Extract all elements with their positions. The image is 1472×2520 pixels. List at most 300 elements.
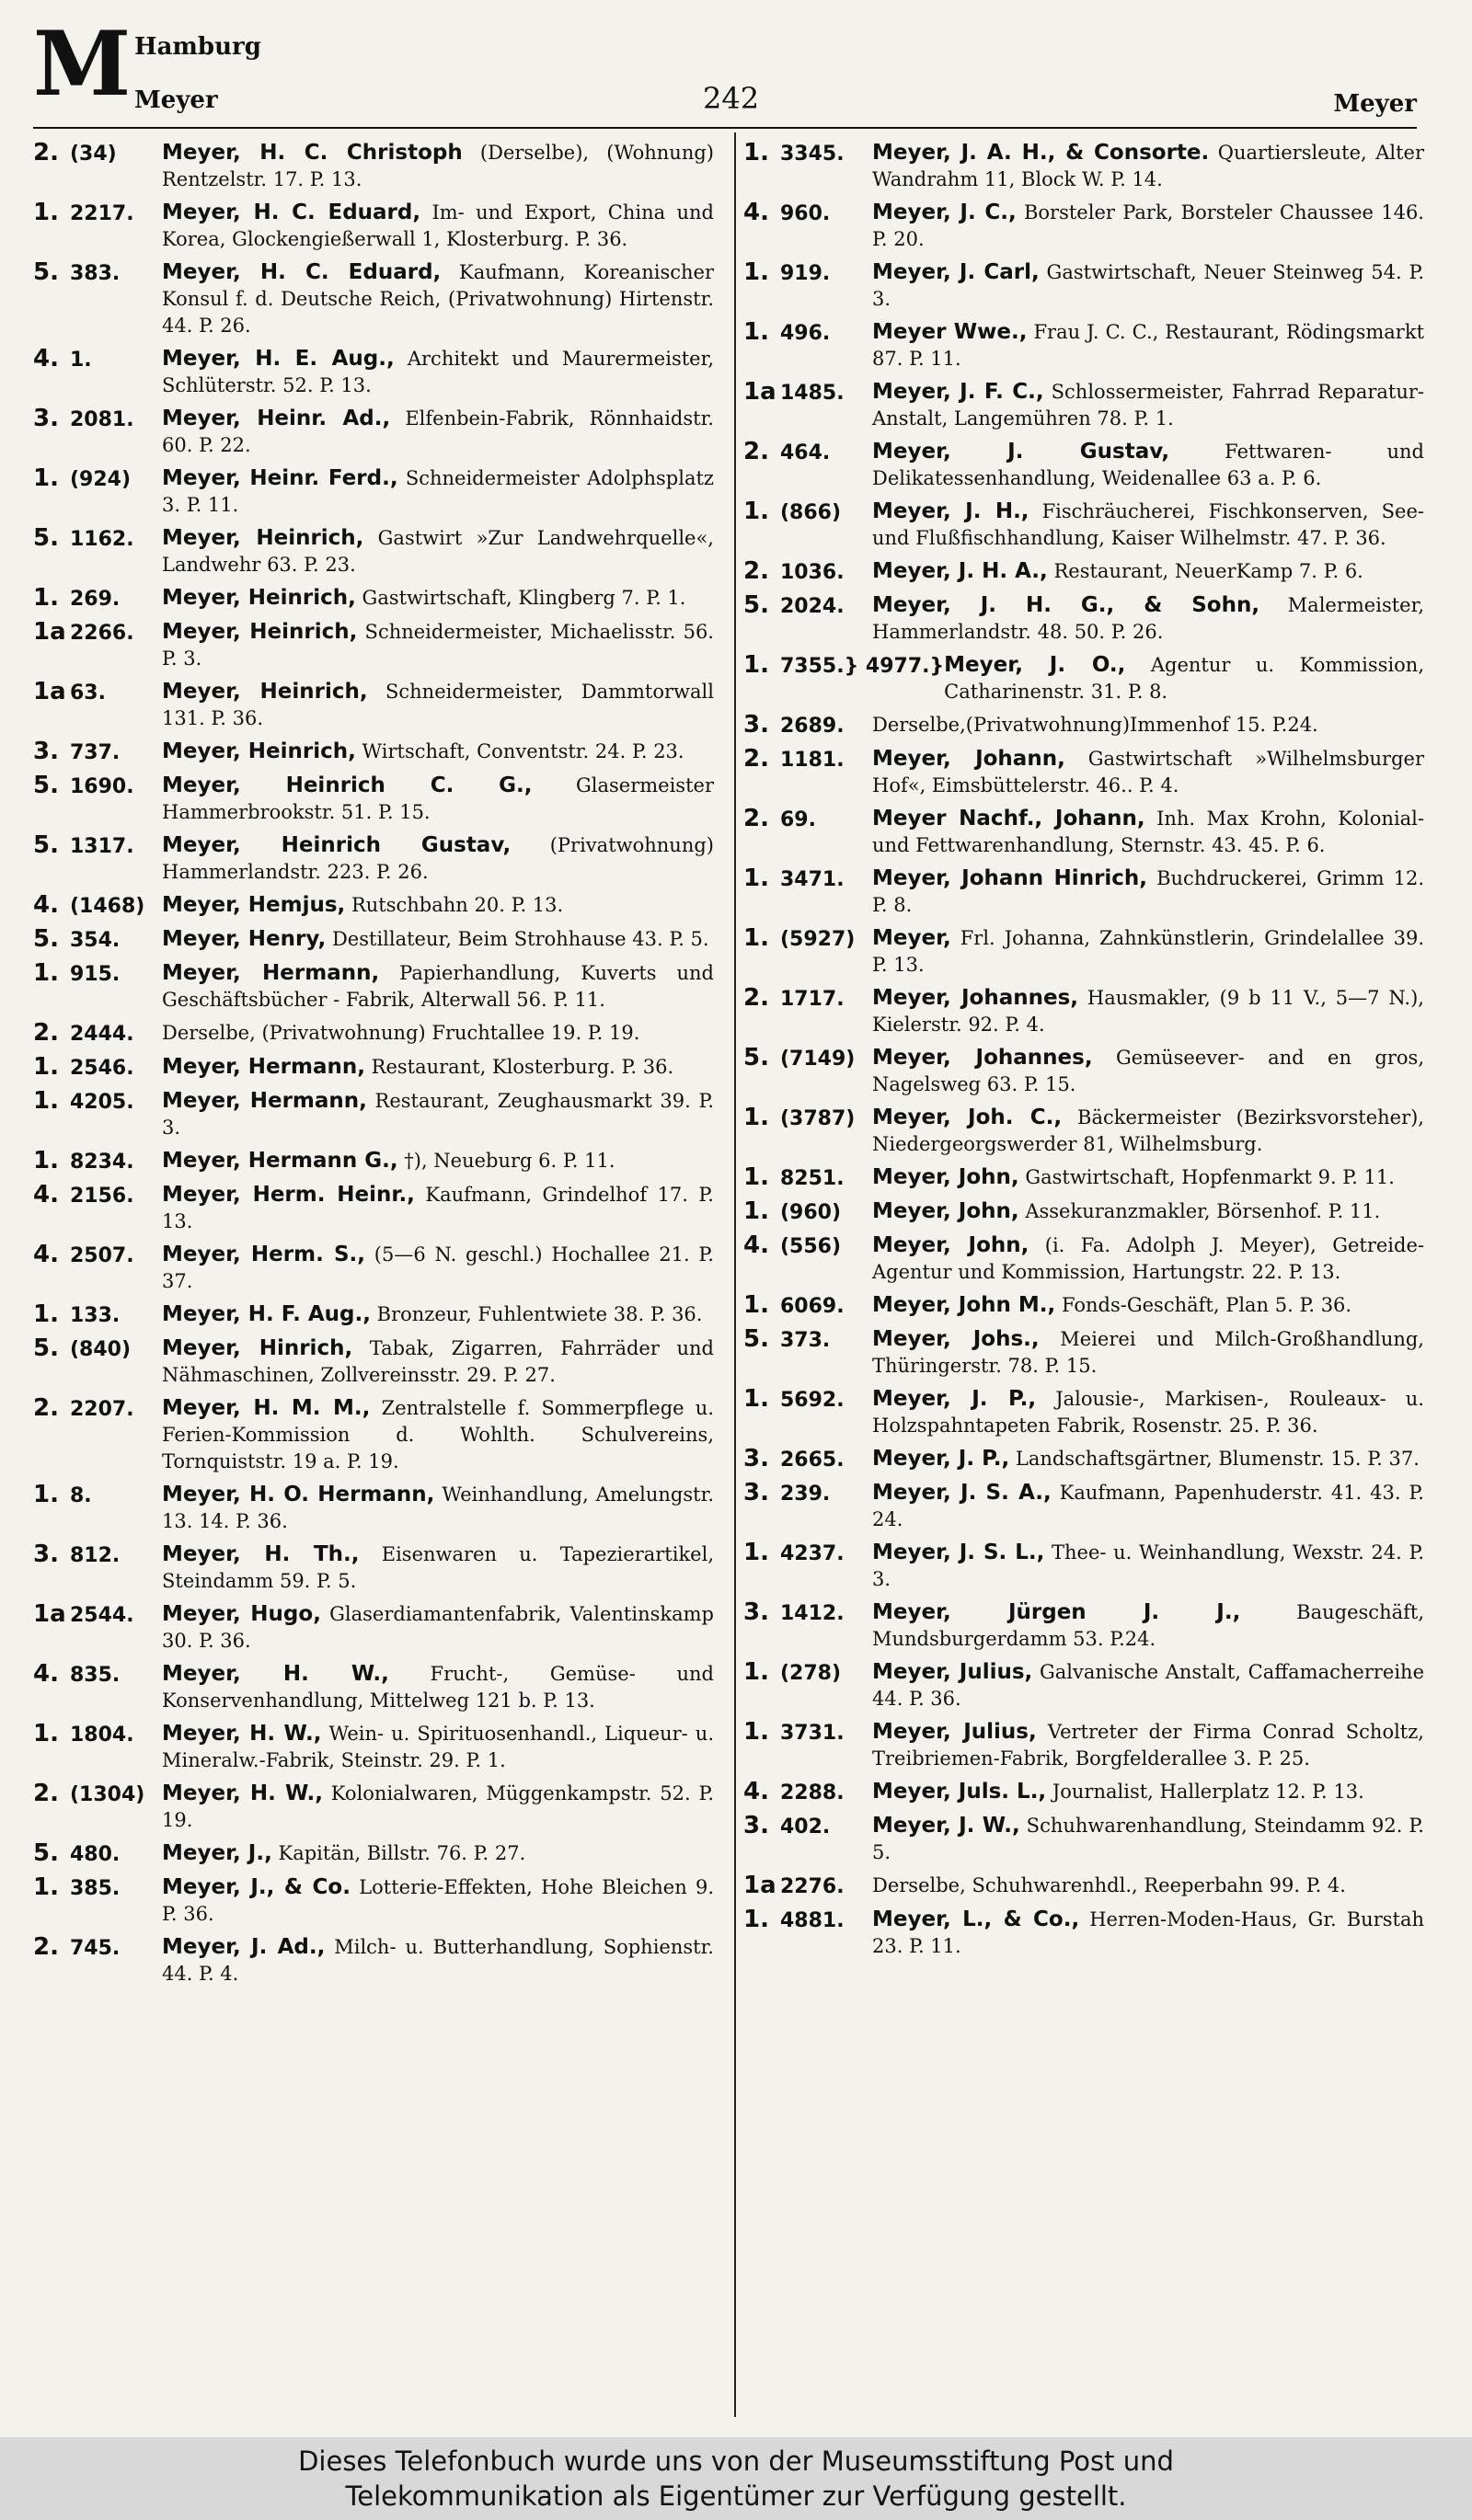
line-number: 2081.: [70, 408, 134, 431]
line-number: 496.: [780, 322, 831, 345]
directory-entry: [743, 1292, 1424, 1320]
line-number: 3471.: [780, 868, 845, 891]
directory-entry: [33, 1242, 714, 1295]
entry-text: [162, 1148, 714, 1174]
exchange-zone: 1.: [743, 1658, 769, 1686]
left-column: [33, 140, 714, 1994]
exchange-zone: 3.: [33, 1541, 59, 1568]
line-number: (34): [70, 143, 117, 166]
line-number: 4881.: [780, 1909, 845, 1932]
exchange-zone: 1.: [743, 1385, 769, 1413]
line-number: 239.: [780, 1483, 831, 1506]
line-number: 464.: [780, 441, 831, 464]
entry-text: [872, 1813, 1424, 1866]
phone-number: [33, 525, 162, 553]
exchange-zone: 5.: [743, 1325, 769, 1353]
line-number: (866): [780, 501, 842, 524]
subscriber-name: Meyer, J. O.,: [944, 653, 1126, 677]
directory-entry: [33, 585, 714, 613]
exchange-zone: 5.: [743, 591, 769, 619]
subscriber-name: Meyer, Heinr. Ad.,: [162, 407, 391, 430]
phone-number: [33, 832, 162, 860]
subscriber-name: Meyer, Jürgen J. J.,: [872, 1600, 1241, 1624]
subscriber-name: Meyer, Hemjus,: [162, 893, 346, 917]
subscriber-name: Meyer, J. S. L.,: [872, 1541, 1045, 1564]
subscriber-name: Meyer, Heinrich,: [162, 620, 358, 644]
directory-entry: [33, 1335, 714, 1389]
directory-entry: [743, 592, 1424, 646]
subscriber-details: Destillateur, Beim Strohhause 43. P. 5.: [326, 928, 709, 950]
exchange-zone: 5.: [33, 524, 59, 552]
phone-number: [33, 585, 162, 613]
exchange-zone: 2.: [33, 1780, 59, 1807]
directory-entry: [743, 712, 1424, 739]
line-number: 2546.: [70, 1057, 134, 1080]
entry-text: [872, 1599, 1424, 1653]
entry-text: [162, 1482, 714, 1535]
entry-text: [872, 1907, 1424, 1960]
phone-number: [33, 892, 162, 920]
subscriber-name: Meyer, J. W.,: [872, 1814, 1020, 1838]
entry-text: [872, 746, 1424, 799]
phone-number: [33, 773, 162, 800]
subscriber-details: Kaufmann, Grindelhof 17. P. 13.: [162, 1184, 714, 1232]
entry-text: [162, 926, 714, 953]
subscriber-name: Meyer, Hermann,: [162, 1089, 367, 1113]
exchange-zone: 1.: [743, 1197, 769, 1225]
subscriber-details: Kapitän, Billstr. 76. P. 27.: [271, 1842, 526, 1864]
entry-text: [872, 865, 1424, 919]
line-number: 1690.: [70, 775, 134, 798]
phone-number: [743, 439, 872, 466]
entry-text: [162, 465, 714, 519]
directory-entry: [33, 1395, 714, 1475]
subscriber-details: Restaurant, Klosterburg. P. 36.: [364, 1056, 674, 1078]
entry-text: [872, 1659, 1424, 1712]
directory-entry: [743, 1232, 1424, 1286]
subscriber-name: Meyer, Henry,: [162, 927, 327, 951]
entry-text: [872, 1873, 1424, 1899]
exchange-zone: 3.: [743, 1479, 769, 1506]
phone-number: [33, 259, 162, 287]
directory-entry: [743, 140, 1424, 193]
exchange-zone: 2.: [743, 438, 769, 465]
entry-text: [162, 1088, 714, 1141]
exchange-zone: 1.: [743, 924, 769, 952]
subscriber-name: Meyer, Johann Hinrich,: [872, 866, 1148, 890]
phone-number: [743, 1386, 872, 1414]
line-number: 1804.: [70, 1724, 134, 1747]
exchange-zone: 4.: [743, 1231, 769, 1259]
phone-number: [33, 465, 162, 493]
subscriber-details: Architekt und Maurermeister, Schlüterstr. 52. P. 13.: [162, 348, 714, 396]
directory-entry: [743, 200, 1424, 253]
subscriber-name: Meyer, Johann,: [872, 747, 1065, 771]
subscriber-name: Meyer, J. Gustav,: [872, 440, 1170, 464]
subscriber-name: Meyer, J. H. G., & Sohn,: [872, 593, 1260, 617]
exchange-zone: 1.: [743, 1291, 769, 1319]
line-number: 4205.: [70, 1091, 134, 1114]
phone-number: [743, 1719, 872, 1747]
directory-entry: [743, 1659, 1424, 1712]
directory-entry: [33, 465, 714, 519]
exchange-zone: 5.: [33, 772, 59, 799]
subscriber-details: Schneidermeister Adolphsplatz 3. P. 11.: [162, 467, 714, 516]
line-number: 402.: [780, 1816, 831, 1838]
exchange-zone: 1a: [743, 1872, 776, 1899]
footer-notice: [0, 2437, 1472, 2520]
subscriber-details: Frucht-, Gemüse- und Konservenhandlung, Mittelweg 121 b. P. 13.: [162, 1663, 714, 1712]
phone-number: [743, 1446, 872, 1473]
name-range-left: Meyer: [134, 86, 218, 114]
footer-line-1: Dieses Telefonbuch wurde uns von der Museumsstiftung Post und: [298, 2446, 1174, 2477]
entry-text: [162, 739, 714, 765]
subscriber-name: Meyer, H. W.,: [162, 1781, 323, 1805]
subscriber-name: Meyer, Julius,: [872, 1660, 1033, 1684]
subscriber-details: Meierei und Milch-Großhandlung, Thüringerstr. 78. P. 15.: [872, 1328, 1424, 1377]
line-number: 2507.: [70, 1244, 134, 1267]
subscriber-details: Glaserdiamantenfabrik, Valentinskamp 30. P. 36.: [162, 1603, 714, 1652]
directory-entry: [743, 498, 1424, 552]
entry-text: [872, 439, 1424, 492]
exchange-zone: 2.: [33, 1019, 59, 1047]
line-number: 1162.: [70, 528, 134, 551]
phone-number: [33, 1661, 162, 1689]
exchange-zone: 1.: [33, 1873, 59, 1901]
phone-number: [33, 406, 162, 433]
subscriber-details: Hausmakler, (9 b 11 V., 5—7 N.), Kielerstr. 92. P. 4.: [872, 987, 1424, 1036]
exchange-zone: 1.: [33, 1087, 59, 1115]
line-number: (1304): [70, 1783, 145, 1806]
subscriber-name: Meyer, L., & Co.,: [872, 1907, 1080, 1931]
phone-number: [743, 985, 872, 1013]
subscriber-name: Meyer, H. F. Aug.,: [162, 1302, 371, 1326]
entry-text: [872, 498, 1424, 552]
phone-number: [33, 1242, 162, 1269]
subscriber-details: Elfenbein-Fabrik, Rönnhaidstr. 60. P. 22.: [162, 407, 714, 456]
subscriber-name: Meyer, John,: [872, 1199, 1019, 1223]
exchange-zone: 4.: [33, 345, 59, 372]
subscriber-details: Wirtschaft, Conventstr. 24. P. 23.: [355, 740, 684, 762]
exchange-zone: 2.: [743, 805, 769, 832]
entry-text: [162, 1601, 714, 1655]
subscriber-name: Meyer, H. Th.,: [162, 1542, 360, 1566]
subscriber-details: Gemüseever- and en gros, Nagelsweg 63. P. 15.: [872, 1047, 1424, 1095]
phone-number: [743, 498, 872, 526]
directory-entry: [743, 1907, 1424, 1960]
phone-number: [743, 259, 872, 287]
subscriber-name: Meyer, J. F. C.,: [872, 380, 1044, 404]
subscriber-name: Meyer, John,: [872, 1165, 1019, 1189]
exchange-zone: 5.: [743, 1044, 769, 1071]
entry-text: [162, 1661, 714, 1714]
subscriber-name: Meyer, Hermann G.,: [162, 1149, 398, 1173]
line-number: (7149): [780, 1048, 856, 1071]
line-number: 2207.: [70, 1398, 134, 1421]
exchange-zone: 4.: [33, 1241, 59, 1268]
subscriber-name: Meyer, Heinrich,: [162, 526, 364, 550]
entry-text: [162, 1054, 714, 1081]
subscriber-name: Meyer, Heinrich C. G.,: [162, 773, 533, 797]
subscriber-details: Weinhandlung, Amelungstr. 13. 14. P. 36.: [162, 1483, 714, 1532]
exchange-zone: 1.: [33, 199, 59, 226]
directory-entry: [743, 865, 1424, 919]
exchange-zone: 1.: [743, 258, 769, 286]
exchange-zone: 5.: [33, 831, 59, 859]
subscriber-details: Lotterie-Effekten, Hohe Bleichen 9. P. 36.: [162, 1876, 714, 1925]
line-number: 915.: [70, 963, 121, 986]
directory-entry: [33, 960, 714, 1014]
exchange-zone: 1.: [743, 139, 769, 166]
entry-text: [872, 1164, 1424, 1191]
line-number: 383.: [70, 262, 121, 285]
entry-text: [872, 592, 1424, 646]
directory-entry: [33, 1182, 714, 1235]
directory-entry: [33, 739, 714, 766]
phone-number: [743, 925, 872, 953]
directory-entry: [743, 439, 1424, 492]
line-number: 1317.: [70, 835, 134, 858]
line-number: 8234.: [70, 1151, 134, 1174]
phone-number: [33, 1148, 162, 1175]
phone-number: [743, 1599, 872, 1627]
line-number: 1.: [70, 349, 92, 372]
entry-text: [162, 619, 714, 672]
line-number: 385.: [70, 1877, 121, 1900]
entry-text: [872, 1326, 1424, 1380]
directory-entry: [33, 1482, 714, 1535]
phone-number: [33, 1874, 162, 1902]
entry-text: [872, 806, 1424, 859]
phone-number: [743, 1480, 872, 1507]
directory-entry: [743, 1326, 1424, 1380]
directory-entry: [33, 832, 714, 886]
exchange-zone: 2.: [743, 745, 769, 773]
entry-text: [162, 1840, 714, 1867]
subscriber-details: Milch- u. Butterhandlung, Sophienstr. 44. P. 4.: [162, 1936, 714, 1985]
phone-number: [33, 679, 162, 706]
phone-number: [743, 652, 944, 680]
entry-text: [162, 406, 714, 459]
directory-entry: [33, 926, 714, 954]
name-range-right: Meyer: [1333, 90, 1417, 118]
subscriber-details: Gastwirtschaft »Wilhelmsburger Hof«, Eimsbüttelerstr. 46.. P. 4.: [872, 748, 1424, 796]
line-number: 1412.: [780, 1602, 845, 1625]
subscriber-name: Meyer, Heinrich,: [162, 586, 356, 610]
entry-text: [872, 1386, 1424, 1439]
subscriber-details: Schneidermeister, Dammtorwall 131. P. 36.: [162, 681, 714, 729]
exchange-zone: 1a: [743, 378, 776, 406]
subscriber-name: Meyer, J. A. H., & Consorte.: [872, 141, 1210, 165]
entry-text: [872, 379, 1424, 432]
phone-number: [33, 1721, 162, 1748]
entry-text: [872, 1719, 1424, 1772]
subscriber-name: Meyer, J. P.,: [872, 1387, 1037, 1411]
line-number: 8.: [70, 1484, 92, 1507]
subscriber-name: Meyer, Johannes,: [872, 986, 1079, 1010]
line-number: 835.: [70, 1664, 121, 1687]
phone-number: [743, 200, 872, 227]
subscriber-details: Gastwirtschaft, Hopfenmarkt 9. P. 11.: [1018, 1166, 1395, 1188]
subscriber-details: Schlossermeister, Fahrrad Reparatur-Anstalt, Langemühren 78. P. 1.: [872, 381, 1424, 430]
subscriber-name: Meyer, Hermann,: [162, 961, 380, 985]
entry-text: [162, 1721, 714, 1774]
line-number: 133.: [70, 1304, 121, 1327]
exchange-zone: 1a: [33, 678, 66, 705]
entry-text: [872, 1540, 1424, 1593]
subscriber-name: Meyer, J. S. A.,: [872, 1481, 1052, 1505]
phone-number: [33, 1335, 162, 1363]
phone-number: [743, 1198, 872, 1226]
line-number: 8251.: [780, 1167, 845, 1190]
phone-number: [743, 1232, 872, 1260]
subscriber-details: Thee- u. Weinhandlung, Wexstr. 24. P. 3.: [872, 1541, 1424, 1590]
phone-number: [743, 1779, 872, 1806]
phone-number: [743, 1873, 872, 1900]
phone-number: [33, 1395, 162, 1423]
footer-line-2: Telekommunikation als Eigentümer zur Verfügung gestellt.: [345, 2480, 1127, 2512]
phone-number: [33, 739, 162, 766]
entry-text: [872, 259, 1424, 313]
entry-text: [872, 1480, 1424, 1533]
entry-text: [162, 1934, 714, 1987]
line-number: 6069.: [780, 1295, 845, 1318]
entry-text: [162, 1395, 714, 1475]
subscriber-details: Gastwirtschaft, Neuer Steinweg 54. P. 3.: [872, 261, 1425, 310]
line-number: (3787): [780, 1107, 856, 1130]
line-number: 2217.: [70, 202, 134, 225]
phone-number: [743, 140, 872, 167]
subscriber-name: Meyer, J. Carl,: [872, 260, 1040, 284]
entry-text: [872, 985, 1424, 1038]
directory-entry: [33, 1934, 714, 1987]
entry-text: [872, 140, 1424, 193]
subscriber-details: Restaurant, NeuerKamp 7. P. 6.: [1047, 560, 1363, 582]
page-number: 242: [703, 81, 760, 116]
line-number: (556): [780, 1235, 842, 1258]
subscriber-details: Im- und Export, China und Korea, Glockengießerwall 1, Klosterburg. P. 36.: [162, 201, 714, 250]
line-number: 3345.: [780, 143, 845, 166]
directory-entry: [33, 1301, 714, 1329]
entry-text: [872, 1446, 1424, 1472]
subscriber-name: Meyer, Herm. S.,: [162, 1243, 365, 1266]
header-rule: [33, 127, 1417, 129]
line-number: 919.: [780, 262, 831, 285]
exchange-zone: 1.: [743, 498, 769, 525]
exchange-zone: 1.: [33, 584, 59, 612]
subscriber-details: Derselbe,(Privatwohnung)Immenhof 15. P.24.: [872, 714, 1318, 736]
subscriber-name: Meyer, J. Ad.,: [162, 1935, 326, 1959]
subscriber-details: Jalousie-, Markisen-, Rouleaux- u. Holzspahntapeten Fabrik, Rosenstr. 25. P. 36.: [872, 1388, 1424, 1437]
exchange-zone: 5.: [33, 258, 59, 286]
directory-entry: [743, 319, 1424, 372]
exchange-zone: 2.: [743, 557, 769, 585]
entry-text: [162, 140, 714, 193]
directory-entry: [33, 773, 714, 826]
exchange-zone: 2.: [33, 1394, 59, 1422]
line-number: 1717.: [780, 988, 845, 1011]
phone-number: [743, 865, 872, 893]
line-number: 745.: [70, 1937, 121, 1960]
directory-entry: [743, 985, 1424, 1038]
phone-number: [33, 1088, 162, 1116]
subscriber-details: Gastwirt »Zur Landwehrquelle«, Landwehr 63. P. 23.: [162, 527, 714, 576]
entry-text: [872, 1198, 1424, 1225]
directory-entry: [33, 1601, 714, 1655]
exchange-zone: 2.: [33, 1933, 59, 1961]
exchange-zone: 2.: [743, 984, 769, 1012]
directory-entry: [33, 1721, 714, 1774]
exchange-zone: 4.: [743, 199, 769, 226]
subscriber-details: Inh. Max Krohn, Kolonial- und Fettwarenhandlung, Sternstr. 43. 45. P. 6.: [872, 808, 1424, 856]
subscriber-details: Eisenwaren u. Tapezierartikel, Steindamm 59. P. 5.: [162, 1543, 714, 1592]
line-number: 1036.: [780, 561, 845, 584]
phone-number: [743, 1540, 872, 1567]
subscriber-name: Meyer, J., & Co.: [162, 1875, 351, 1899]
subscriber-details: Rutschbahn 20. P. 13.: [345, 894, 564, 916]
subscriber-details: Frau J. C. C., Restaurant, Rödingsmarkt 87. P. 11.: [872, 321, 1425, 370]
directory-entry: [33, 1840, 714, 1868]
column-divider: [734, 132, 736, 2417]
entry-text: [872, 712, 1424, 739]
subscriber-details: Agentur u. Kommission, Catharinenstr. 31. P. 8.: [944, 654, 1425, 703]
exchange-zone: 2.: [33, 139, 59, 166]
entry-text: [162, 200, 714, 253]
phone-number: [33, 346, 162, 373]
line-number: 3731.: [780, 1722, 845, 1745]
phone-number: [33, 200, 162, 227]
line-number: 480.: [70, 1843, 121, 1866]
directory-entry: [743, 1540, 1424, 1593]
phone-number: [743, 1105, 872, 1132]
phone-number: [33, 1840, 162, 1868]
subscriber-name: Meyer, H. C. Christoph: [162, 141, 463, 165]
subscriber-details: Schuhwarenhandlung, Steindamm 92. P. 5.: [872, 1815, 1424, 1863]
subscriber-name: Meyer, Johs.,: [872, 1327, 1040, 1351]
subscriber-name: Meyer, Juls. L.,: [872, 1780, 1047, 1804]
entry-text: [872, 1105, 1424, 1158]
entry-text: [872, 319, 1424, 372]
exchange-zone: 1.: [33, 1720, 59, 1747]
city-heading: Hamburg: [134, 33, 261, 61]
entry-text: [162, 1874, 714, 1928]
subscriber-details: Baugeschäft, Mundsburgerdamm 53. P.24.: [872, 1601, 1425, 1650]
directory-entry: [33, 1148, 714, 1175]
subscriber-name: Meyer, H. W.,: [162, 1662, 389, 1686]
directory-entry: [743, 652, 1424, 705]
exchange-zone: 1.: [743, 1539, 769, 1566]
section-letter: M: [33, 12, 132, 116]
directory-entry: [743, 1386, 1424, 1439]
subscriber-details: Derselbe, (Privatwohnung) Fruchtallee 19. P. 19.: [162, 1022, 640, 1044]
entry-text: [162, 1182, 714, 1235]
phone-number: [743, 319, 872, 347]
line-number: (1468): [70, 895, 145, 918]
entry-text: [162, 1242, 714, 1295]
subscriber-name: Meyer, J.,: [162, 1841, 272, 1865]
exchange-zone: 1.: [743, 1104, 769, 1131]
subscriber-name: Meyer Wwe.,: [872, 320, 1028, 344]
phone-number: [33, 140, 162, 167]
line-number: 354.: [70, 929, 121, 952]
exchange-zone: 4.: [743, 1778, 769, 1805]
directory-entry: [33, 892, 714, 920]
directory-entry: [33, 346, 714, 399]
directory-entry: [743, 1198, 1424, 1226]
exchange-zone: 3.: [743, 1598, 769, 1626]
subscriber-name: Meyer, Hermann,: [162, 1055, 365, 1079]
exchange-zone: 1.: [33, 1481, 59, 1508]
